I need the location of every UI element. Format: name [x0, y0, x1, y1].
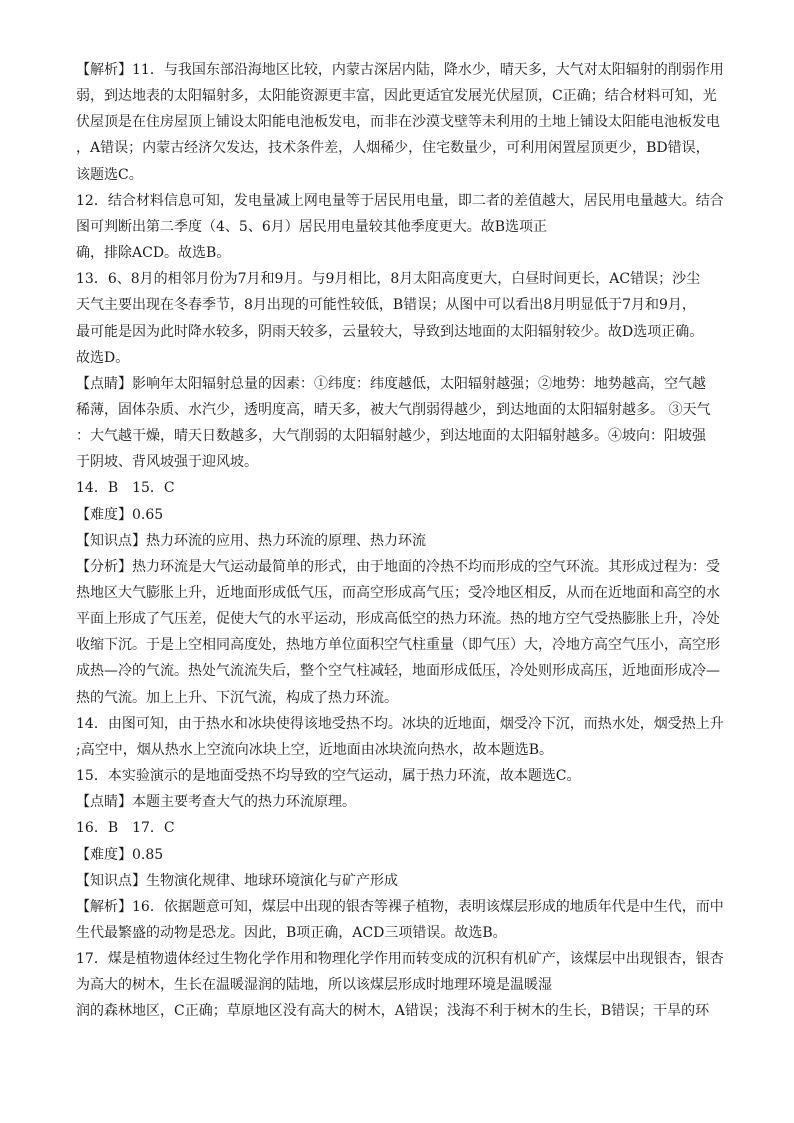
text-line: 13．6、8月的相邻月份为7月和9月。与9月相比，8月太阳高度更大，白昼时间更长，AC错误；沙尘	[76, 271, 701, 288]
text-line: 17．煤是植物遗体经过生物化学作用和物理化学作用而转变成的沉积有机矿产，该煤层中出现银杏，银杏	[76, 951, 724, 968]
text-line: ;高空中，烟从热水上空流向冰块上空，近地面由冰块流向热水，故本题选B。	[76, 741, 554, 758]
text-line: ：大气越干燥，晴天日数越多，大气削弱的太阳辐射越少，到达地面的太阳辐射越多。④坡向：阳坡强	[76, 428, 706, 445]
text-line: 热地区大气膨胀上升，近地面形成低气压，而高空形成高气压；受冷地区相反，从而在近地面和高空的水	[76, 585, 720, 601]
text-line: 【解析】11．与我国东部沿海地区比较，内蒙古深居内陆，降水少，晴天多，大气对太阳辐射的削弱作用	[76, 62, 724, 78]
text-line: 【点睛】影响年太阳辐射总量的因素：①纬度：纬度越低，太阳辐射越强；②地势：地势越高，空气越	[76, 375, 706, 392]
text-line: 收缩下沉。于是上空相同高度处，热地方单位面积空气柱重量（即气压）大，冷地方高空气压小，高空形	[76, 637, 720, 654]
text-line: 故选D。	[76, 349, 130, 366]
text-line: 润的森林地区，C正确；草原地区没有高大的树木，A错误；浅海不利于树木的生长，B错误；干旱的环	[76, 1003, 710, 1020]
text-line: 【难度】0.85	[76, 846, 164, 863]
text-line: 为高大的树木，生长在温暖湿润的陆地，所以该煤层形成时地理环境是温暖湿	[76, 977, 552, 994]
text-line: 【难度】0.65	[76, 506, 164, 523]
text-line: 最可能是因为此时降水较多，阴雨天较多，云量较大，导致到达地面的太阳辐射较少。故D选项正确。	[76, 323, 704, 340]
text-line: ，A错误；内蒙古经济欠发达，技术条件差，人烟稀少，住宅数量少，可利用闲置屋顶更少，BD错误，	[76, 140, 710, 157]
text-line: 该题选C。	[76, 166, 143, 183]
text-line: 确，排除ACD。故选B。	[76, 245, 231, 262]
text-line: 生代最繁盛的动物是恐龙。因此，B项正确，ACD三项错误。故选B。	[76, 924, 507, 941]
text-line: 【知识点】生物演化规律、地球环境演化与矿产形成	[76, 872, 398, 889]
text-line: 14．B 15．C	[76, 480, 175, 497]
text-line: 14．由图可知，由于热水和冰块使得该地受热不均。冰块的近地面，烟受冷下沉，而热水处，烟受热上升	[76, 715, 724, 732]
text-line: 伏屋顶是在住房屋顶上铺设太阳能电池板发电，而非在沙漠戈壁等未利用的土地上铺设太阳能电池板发电	[76, 114, 720, 131]
text-line: 于阴坡、背风坡强于迎风坡。	[76, 454, 258, 471]
text-line: 【解析】16．依据题意可知，煤层中出现的银杏等裸子植物，表明该煤层形成的地质年代是中生代，而中	[76, 898, 724, 915]
text-line: 热的气流。加上上升、下沉气流，构成了热力环流。	[76, 689, 398, 706]
text-line: 图可判断出第二季度（4、5、6月）居民用电量较其他季度更大。故B选项正	[76, 218, 548, 235]
text-line: 【分析】热力环流是大气运动最简单的形式，由于地面的冷热不均而形成的空气环流。其形成过程为：受	[76, 558, 720, 575]
text-line: 【知识点】热力环流的应用、热力环流的原理、热力环流	[76, 532, 426, 549]
text-line: 【点睛】本题主要考查大气的热力环流原理。	[76, 794, 356, 811]
text-line: 稀薄，固体杂质、水汽少，透明度高，晴天多，被大气削弱得越少，到达地面的太阳辐射越多。 ③天气	[76, 401, 711, 418]
text-line: 弱，到达地表的太阳辐射多，太阳能资源更丰富，因此更适宜发展光伏屋顶，C正确；结合材料可知，光	[76, 88, 717, 105]
text-line: 天气主要出现在冬春季节，8月出现的可能性较低，B错误；从图中可以看出8月明显低于7月和9月，	[76, 297, 696, 314]
text-line: 15．本实验演示的是地面受热不均导致的空气运动，属于热力环流，故本题选C。	[76, 768, 581, 785]
text-line: 平面上形成了气压差，促使大气的水平运动，形成高低空的热力环流。热的地方空气受热膨胀上升，冷处	[76, 611, 720, 628]
text-line: 12．结合材料信息可知，发电量减上网电量等于居民用电量，即二者的差值越大，居民用电量越大。结合	[76, 192, 724, 209]
text-line: 成热—冷的气流。热处气流流失后，整个空气柱减轻，地面形成低压，冷处则形成高压，近地面形成冷—	[76, 663, 720, 680]
text-line: 16．B 17．C	[76, 820, 175, 837]
